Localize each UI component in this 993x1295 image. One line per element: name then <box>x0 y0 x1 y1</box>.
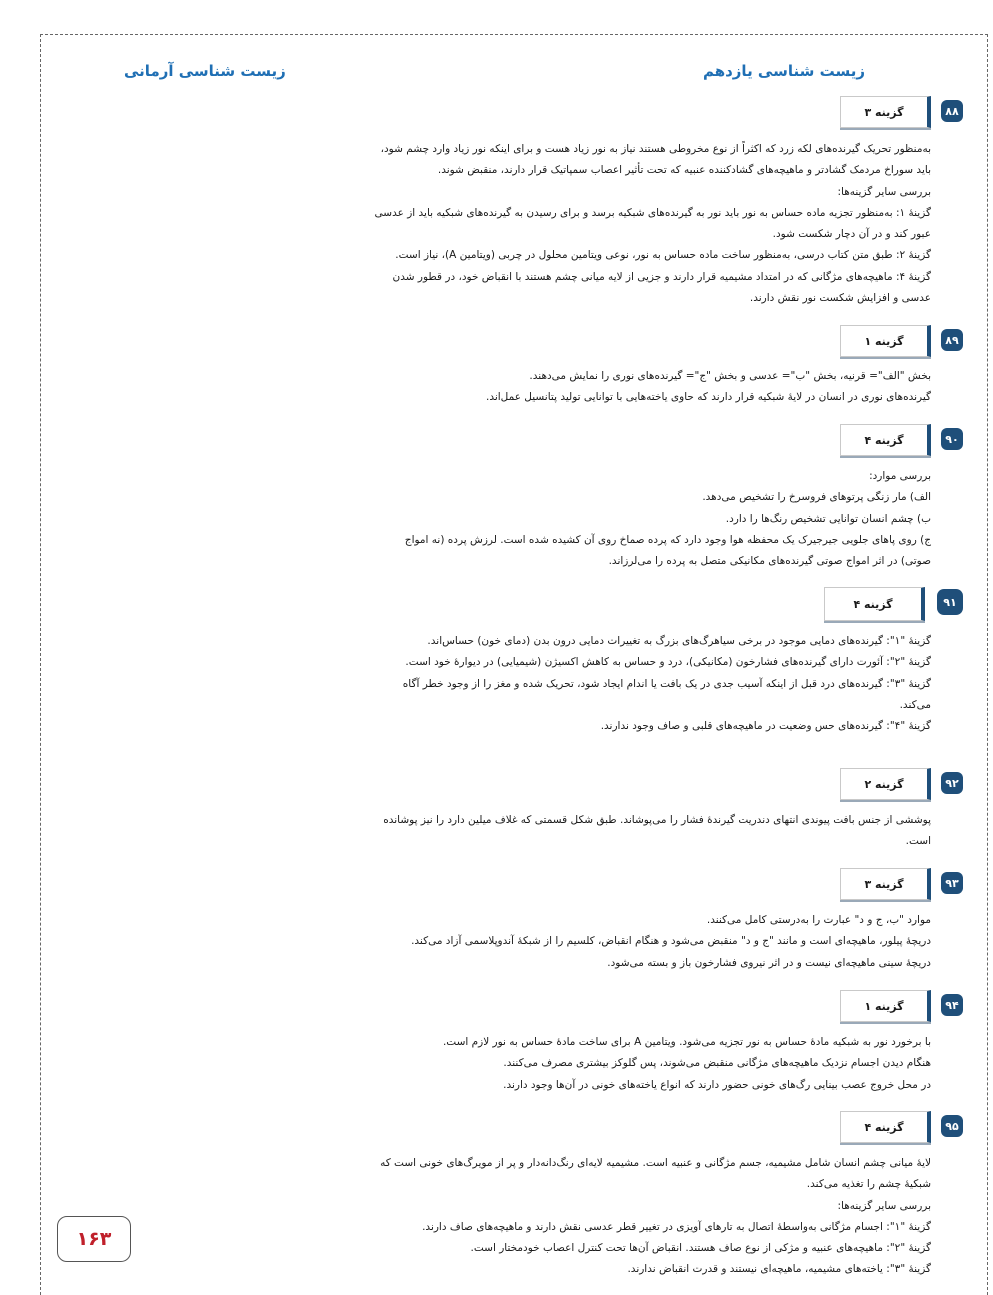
text-line: لایهٔ میانی چشم انسان شامل مشیمیه، جسم مژگانی و عنبیه است. مشیمیه لایه‌ای رنگ‌دانه‌دار و پر از مویرگ‌های خونی است که <box>380 1157 931 1169</box>
question-95-explanation <box>281 1153 931 1281</box>
text-line: عبور کند و در آن دچار شکست شود. <box>772 228 931 241</box>
question-88-explanation <box>335 139 931 309</box>
question-90-header <box>843 424 963 456</box>
series-title: زیست شناسی آرمانی <box>124 62 286 80</box>
page-number: ۱۶۳ <box>57 1216 131 1262</box>
book-title: زیست شناسی یازدهم <box>702 62 865 80</box>
text-line: هنگام دیدن اجسام نزدیک ماهیچه‌های مژگانی منقبض می‌شوند، پس گلوکز بیشتری مصرف می‌کنند. <box>503 1057 931 1070</box>
text-line: ج) روی پاهای جلویی جیرجیرک یک محفظه هوا وجود دارد که پرده صماخ روی آن کشیده شده است. لرزش پرده (نه امواج <box>404 533 931 546</box>
question-number: ۹۴ <box>941 994 963 1016</box>
question-92-header <box>843 768 963 800</box>
text-line: بررسی سایر گزینه‌ها: <box>837 185 931 198</box>
question-number: ۸۹ <box>941 329 963 351</box>
text-line: دریچهٔ پیلور، ماهیچه‌ای است و مانند "ج و د" منقبض می‌شود و هنگام انقباض، کلسیم را از شبکهٔ آندوپلاسمی آزاد می‌کند. <box>411 935 931 948</box>
text-line: گزینهٔ "۴": گیرنده‌های حس وضعیت در ماهیچه‌های قلبی و صاف وجود ندارند. <box>600 720 931 733</box>
question-number: ۹۵ <box>941 1115 963 1137</box>
question-88-header <box>843 96 963 128</box>
answer-box: گزینه ۳ <box>840 868 931 900</box>
question-91-header <box>843 587 963 619</box>
question-number: ۹۱ <box>937 589 963 615</box>
text-line: گزینهٔ "۱": اجسام مژگانی به‌واسطهٔ اتصال به تارهای آویزی در تغییر قطر عدسی نقش دارند و ماهیچه‌های صاف دارند. <box>422 1220 931 1233</box>
answer-box: گزینه ۳ <box>840 96 931 128</box>
question-number: ۸۸ <box>941 100 963 122</box>
question-93-explanation <box>335 910 931 974</box>
text-line: گزینهٔ ۱: به‌منظور تجزیه ماده حساس به نور باید نور به گیرنده‌های شبکیه برسد و برای رسیدن به گیرنده‌های شبکیه باید از عدسی <box>374 206 931 219</box>
text-line: گزینهٔ "۱": گیرنده‌های دمایی موجود در برخی سیاهرگ‌های بزرگ به تغییرات دمایی درون بدن (دمای خون) حساس‌اند. <box>427 635 931 647</box>
text-line: بررسی سایر گزینه‌ها: <box>837 1199 931 1212</box>
text-line: گیرنده‌های نوری در انسان در لایهٔ شبکیه قرار دارند که حاوی یاخته‌هایی با توانایی تولید پتانسیل عمل‌اند. <box>485 391 931 404</box>
question-89-explanation <box>335 366 931 409</box>
text-line: گزینهٔ "۲": آئورت دارای گیرنده‌های فشارخون (مکانیکی)، درد و حساس به کاهش اکسیژن (شیمیایی) در دیوارهٔ خود است. <box>405 656 931 669</box>
text-line: می‌کند. <box>899 698 931 711</box>
text-line: شبکیهٔ چشم را تغذیه می‌کند. <box>806 1178 931 1191</box>
text-line: ب) چشم انسان توانایی تشخیص رنگ‌ها را دارد. <box>725 512 931 525</box>
text-line: پوششی از جنس بافت پیوندی انتهای دندریت گیرندهٔ فشار را می‌پوشاند. طبق شکل قسمتی که غلاف میلین دارد را نیز پوشانده <box>383 814 931 826</box>
text-line: بخش "الف"= قرنیه، بخش "ب"= عدسی و بخش "ج"= گیرنده‌های نوری را نمایش می‌دهند. <box>529 370 931 382</box>
text-line: گزینهٔ ۲: طبق متن کتاب درسی، به‌منظور ساخت ماده حساس به نور، نوعی ویتامین محلول در چربی (ویتامین A)، نیاز است. <box>395 249 931 262</box>
question-number: ۹۰ <box>941 428 963 450</box>
text-line: بررسی موارد: <box>869 470 931 482</box>
text-line: گزینهٔ ۴: ماهیچه‌های مژگانی که در امتداد مشیمیه قرار دارند و جزیی از لایه میانی چشم هستند با انقباض خود، در قطور شدن <box>392 270 931 283</box>
question-number: ۹۲ <box>941 772 963 794</box>
answer-box: گزینه ۱ <box>840 990 931 1022</box>
question-93-header <box>843 868 963 900</box>
answer-box: گزینه ۴ <box>824 587 925 621</box>
question-95-header <box>843 1111 963 1143</box>
question-94-explanation <box>335 1032 931 1096</box>
answer-box: گزینه ۴ <box>840 424 931 456</box>
question-number: ۹۳ <box>941 872 963 894</box>
text-line: موارد "ب، ج و د" عبارت را به‌درستی کامل می‌کنند. <box>706 914 931 926</box>
answer-box: گزینه ۱ <box>840 325 931 357</box>
text-line: گزینهٔ "۲": ماهیچه‌های عنبیه و مژکی از نوع صاف هستند. انقباض آن‌ها تحت کنترل اعصاب خودمختار است. <box>470 1242 931 1255</box>
text-line: است. <box>905 835 931 848</box>
question-89-header <box>843 325 963 357</box>
text-line: به‌منظور تحریک گیرنده‌های لکه زرد که اکثراً از نوع مخروطی هستند نیاز به نور زیاد هست و برای اینکه نور زیاد وارد چشم شود، <box>380 143 931 155</box>
text-line: در محل خروج عصب بینایی رگ‌های خونی حضور دارند که انواع یاخته‌های خونی در آن‌ها وجود دارند. <box>503 1078 931 1091</box>
text-line: الف) مار زنگی پرتوهای فروسرخ را تشخیص می‌دهد. <box>702 491 931 504</box>
question-90-explanation <box>335 466 931 572</box>
question-94-header <box>843 990 963 1022</box>
text-line: عدسی و افزایش شکست نور نقش دارند. <box>749 292 931 305</box>
question-92-explanation <box>335 810 931 853</box>
text-line: دریچهٔ سینی ماهیچه‌ای نیست و در اثر نیروی فشارخون باز و بسته می‌شود. <box>607 956 931 969</box>
answer-box: گزینه ۲ <box>840 768 931 800</box>
text-line: گزینهٔ "۳": گیرنده‌های درد قبل از اینکه آسیب جدی در یک بافت یا اندام ایجاد شود، تحریک شده و مغز را از وجود خطر آگاه <box>402 677 931 690</box>
text-line: باید سوراخ مردمک گشادتر و ماهیچه‌های گشادکننده عنبیه که تحت تأثیر اعصاب سمپاتیک قرار دارند، منقبض شوند. <box>437 164 931 177</box>
text-line: صوتی) در اثر امواج صوتی گیرنده‌های مکانیکی متصل به پرده را می‌لرزاند. <box>608 555 931 568</box>
text-line: با برخورد نور به شبکیه مادهٔ حساس به نور تجزیه می‌شود. ویتامین A برای ساخت مادهٔ حساس به نور لازم است. <box>442 1036 931 1048</box>
question-91-explanation <box>281 631 931 737</box>
text-line: گزینهٔ "۳": یاخته‌های مشیمیه، ماهیچه‌ای نیستند و قدرت انقباض ندارند. <box>627 1263 931 1276</box>
answer-box: گزینه ۴ <box>840 1111 931 1143</box>
